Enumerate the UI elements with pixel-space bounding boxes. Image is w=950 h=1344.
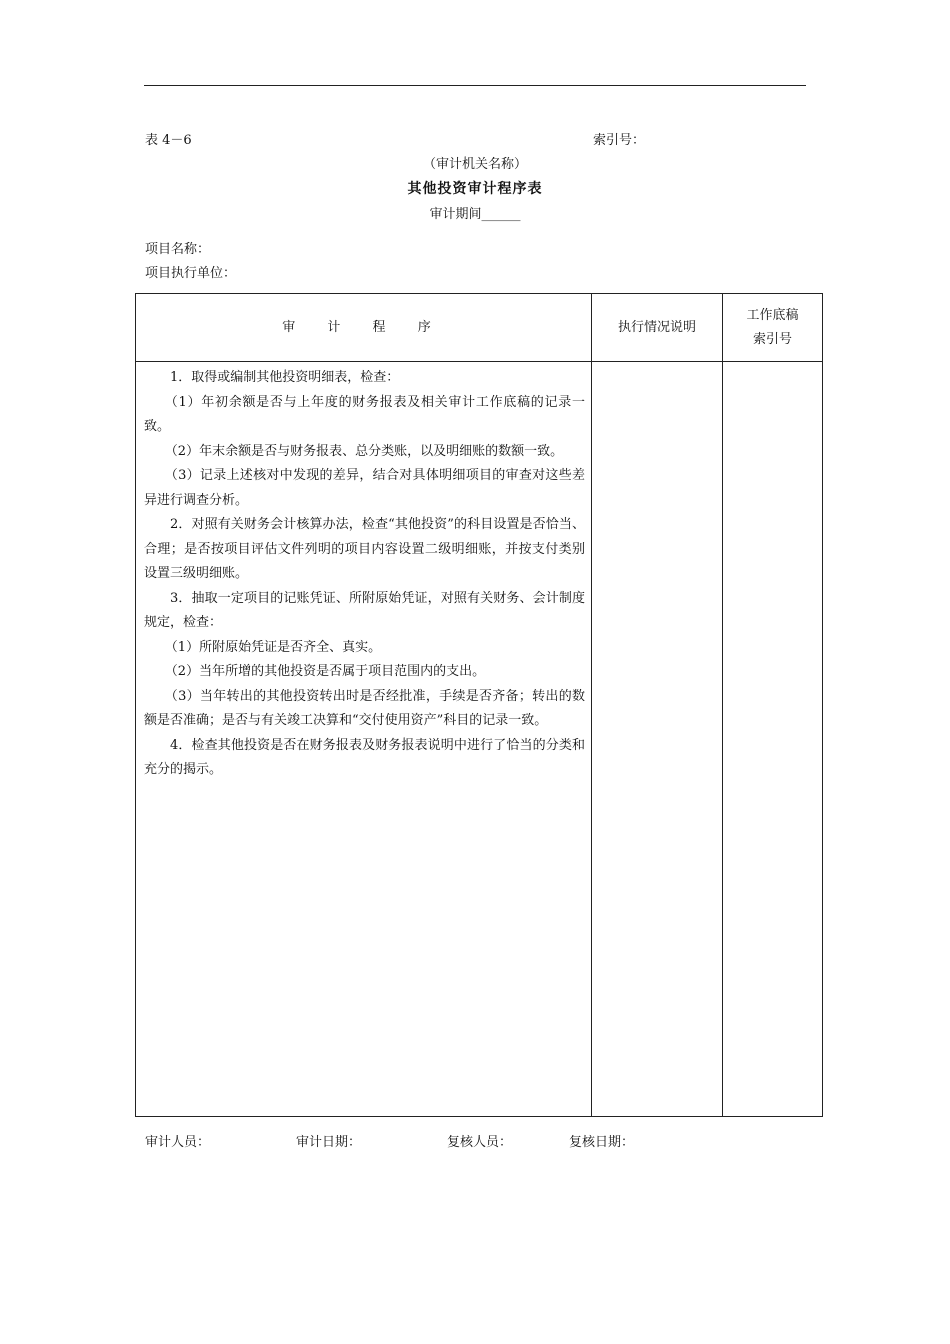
workpaper-index-header <box>723 294 823 362</box>
review-date-label: 复核日期： <box>569 1135 635 1150</box>
page-title: 其他投资审计程序表 <box>407 181 543 197</box>
procedure-step-1: 1．取得或编制其他投资明细表，检查： <box>170 370 400 385</box>
procedure-step-3-2: （2）当年所增的其他投资是否属于项目范围内的支出。 <box>164 664 486 679</box>
procedure-cell <box>136 362 592 1117</box>
procedure-step-1-3: （3）记录上述核对中发现的差异，结合对具体明细项目的审查对这些差异进行调查分析。 <box>144 468 585 508</box>
index-number-label: 索引号： <box>593 133 646 148</box>
form-number: 表 4－6 <box>145 133 192 148</box>
procedure-step-1-2: （2）年末余额是否与财务报表、总分类账，以及明细账的数额一致。 <box>164 443 564 459</box>
execution-cell[interactable] <box>592 362 723 1117</box>
audit-procedure-table <box>135 293 823 1117</box>
procedure-step-3-1: （1）所附原始凭证是否齐全、真实。 <box>164 639 382 655</box>
procedure-step-2: 2．对照有关财务会计核算办法，检查“其他投资”的科目设置是否恰当、合理；是否按项目评估文件列明的项目内容设置二级明细账，并按支付类别设置三级明细账。 <box>144 517 585 581</box>
procedure-header: 审 计 程 序 <box>136 294 592 362</box>
workpaper-index-cell[interactable] <box>723 362 823 1117</box>
procedure-step-3-3: （3）当年转出的其他投资转出时是否经批准，手续是否齐备；转出的数额是否准确；是否与有关竣工决算和“交付使用资产”科目的记录一致。 <box>144 688 585 728</box>
auditor-label: 审计人员： <box>145 1135 211 1150</box>
audit-period: 审计期间______ <box>429 207 521 222</box>
table-header-row <box>136 294 823 362</box>
top-rule <box>144 85 806 86</box>
audit-organization-name: （审计机关名称） <box>422 157 527 172</box>
execution-header: 执行情况说明 <box>592 294 723 362</box>
workpaper-header-line1: 工作底稿 <box>746 307 799 323</box>
workpaper-header-line2: 索引号 <box>752 331 792 347</box>
table-body-row <box>136 362 823 1117</box>
project-name-label: 项目名称： <box>145 242 211 257</box>
procedure-step-1-1: （1）年初余额是否与上年度的财务报表及相关审计工作底稿的记录一致。 <box>144 394 585 434</box>
procedure-step-3: 3．抽取一定项目的记账凭证、所附原始凭证，对照有关财务、会计制度规定，检查： <box>144 590 585 630</box>
audit-date-label: 审计日期： <box>296 1135 362 1150</box>
project-unit-label: 项目执行单位： <box>145 266 237 281</box>
reviewer-label: 复核人员： <box>447 1135 513 1150</box>
procedure-step-4: 4．检查其他投资是否在财务报表及财务报表说明中进行了恰当的分类和充分的揭示。 <box>144 737 585 777</box>
